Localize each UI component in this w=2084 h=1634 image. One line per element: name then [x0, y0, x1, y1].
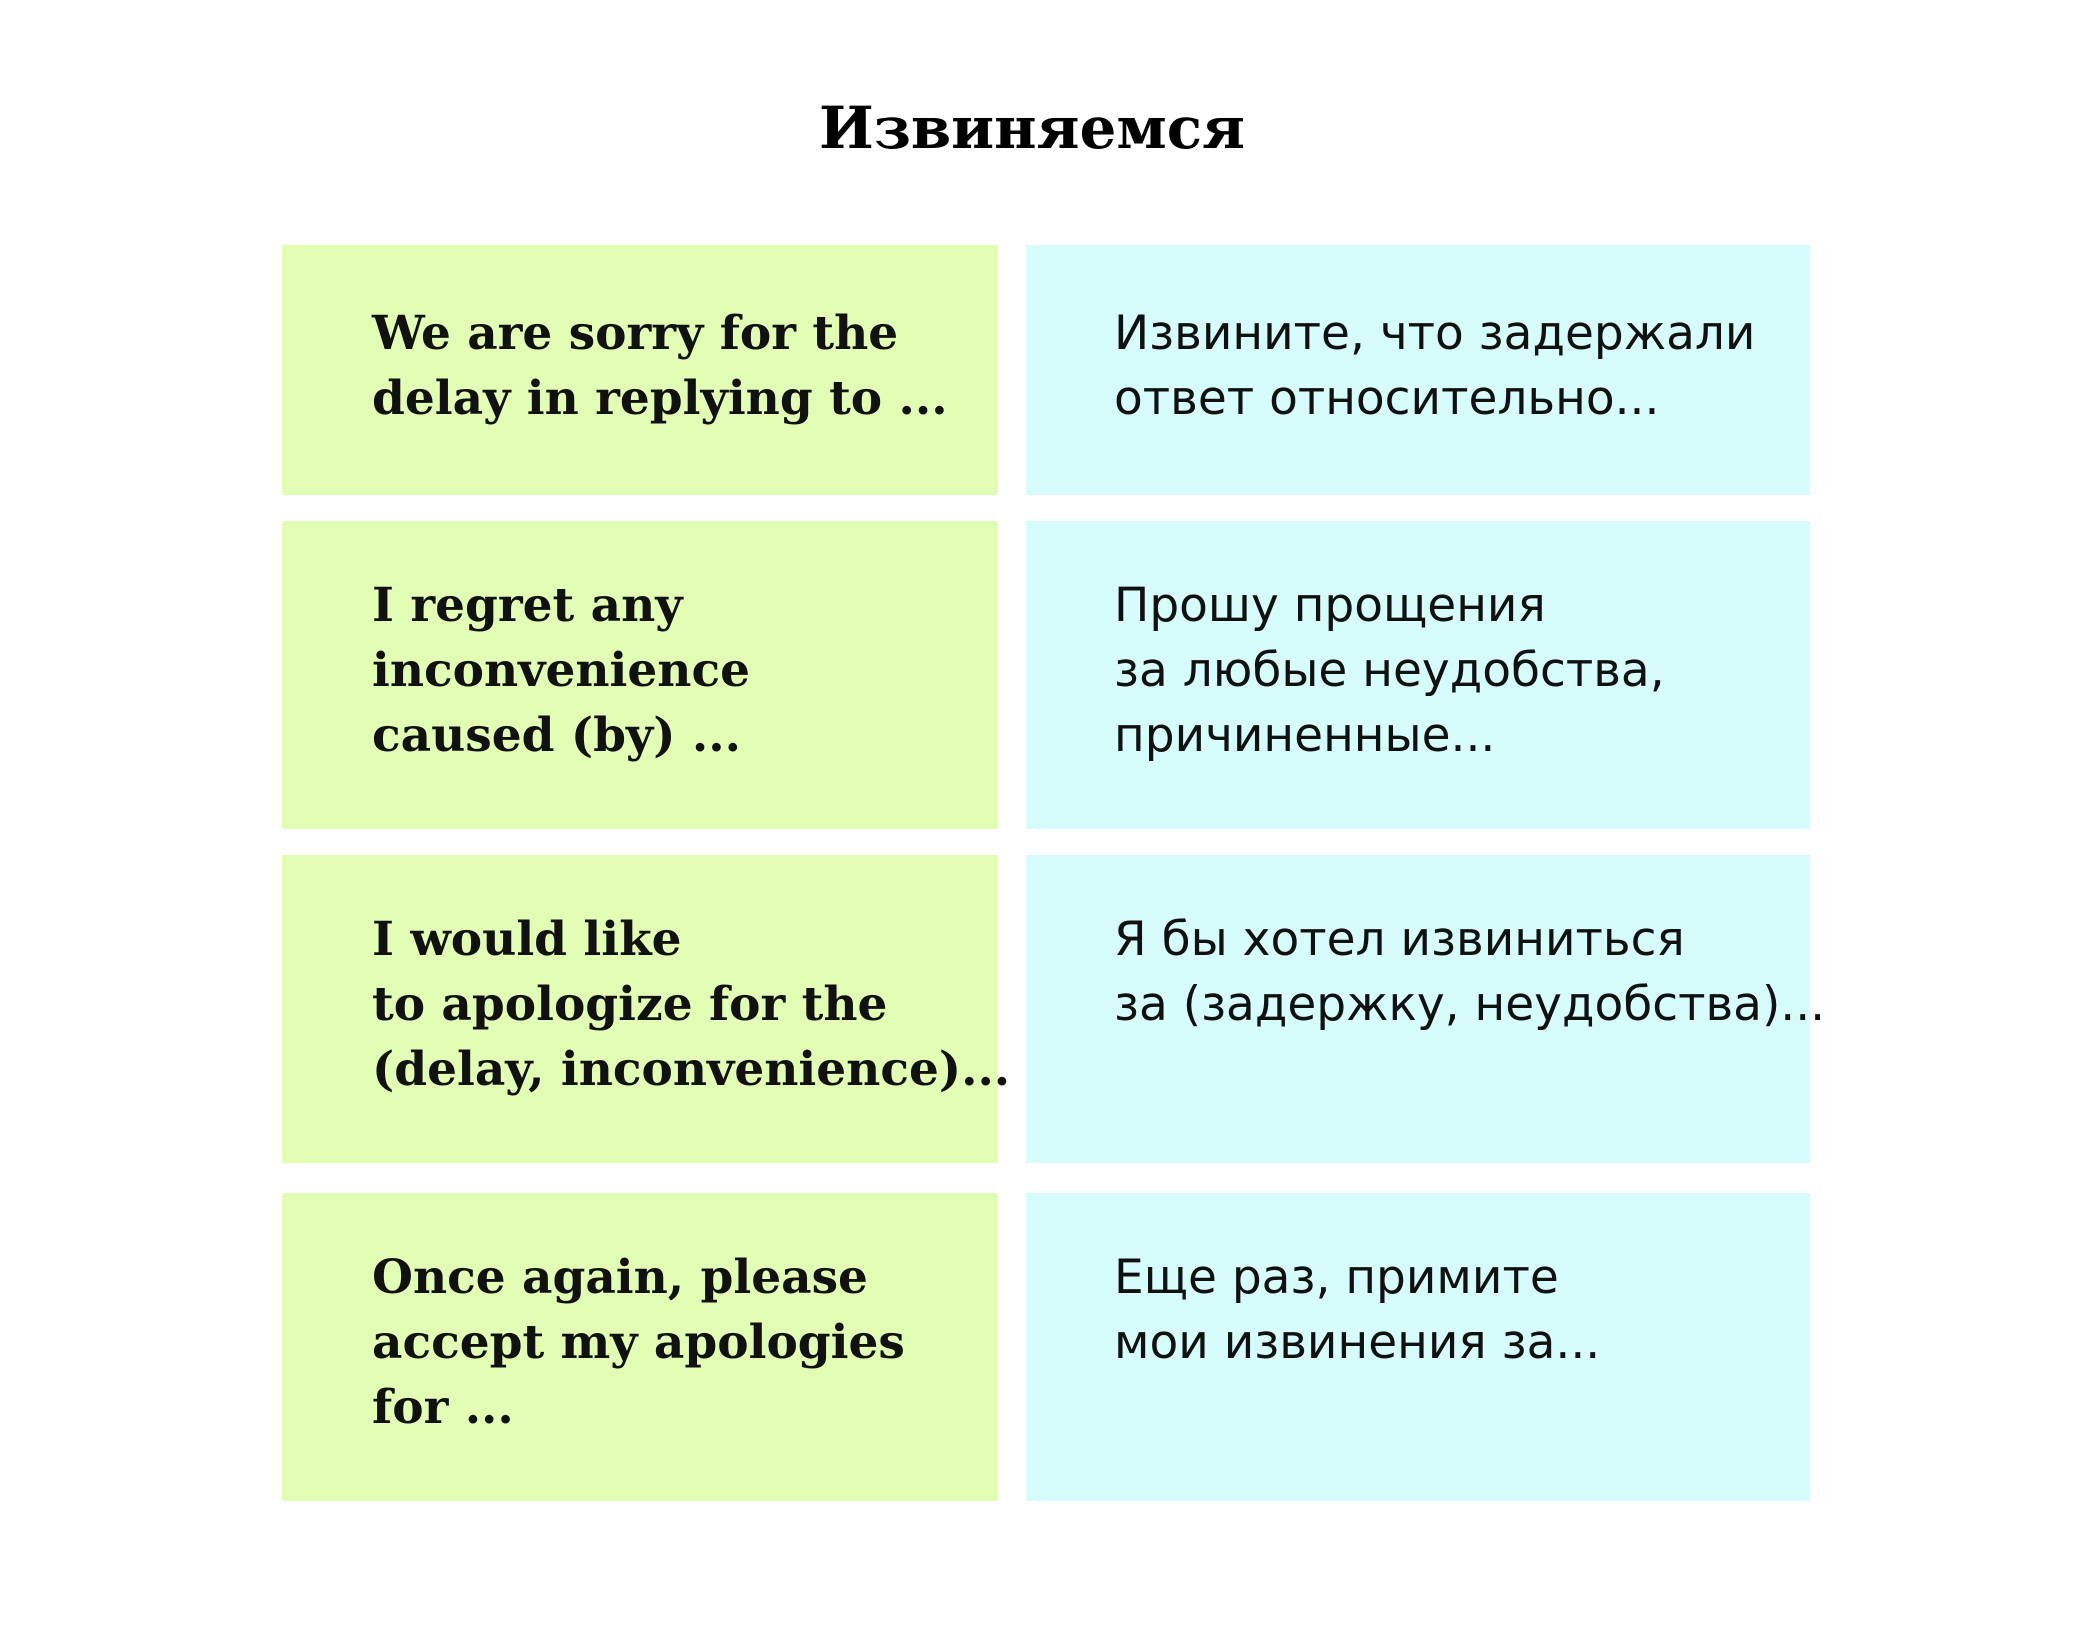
english-phrase-line: We are sorry for the [372, 306, 899, 361]
english-phrase-line: caused (by) ... [372, 708, 741, 763]
english-phrase-cell [282, 1193, 998, 1501]
english-phrase-line: Once again, please [372, 1250, 868, 1305]
russian-translation-line: причиненные... [1114, 708, 1496, 763]
english-phrase-line: inconvenience [372, 643, 750, 698]
russian-translation-line: за любые неудобства, [1114, 643, 1665, 698]
russian-translation-line: ответ относительно... [1114, 371, 1660, 426]
russian-translation-line: Извините, что задержали [1114, 306, 1756, 361]
english-phrase-line: I regret any [372, 578, 683, 633]
english-phrase-cell [282, 855, 1011, 1163]
english-phrase-cell [282, 521, 998, 829]
russian-translation-cell [1026, 1193, 1810, 1501]
english-phrase-line: delay in replying to ... [372, 371, 948, 426]
page-title: Извиняемся [819, 94, 1245, 162]
phrase-row [282, 521, 1810, 829]
russian-translation-line: Прошу прощения [1114, 578, 1546, 633]
phrase-row [282, 245, 1810, 495]
russian-translation-cell [1026, 855, 1826, 1163]
russian-translation-cell [1026, 245, 1810, 495]
phrase-row [282, 1193, 1810, 1501]
russian-translation-cell [1026, 521, 1810, 829]
russian-translation-line: мои извинения за... [1114, 1315, 1601, 1370]
russian-translation-line: Я бы хотел извиниться [1114, 912, 1685, 967]
english-phrase-line: to apologize for the [372, 977, 888, 1032]
english-phrase-line: I would like [372, 912, 682, 967]
russian-translation-line: Еще раз, примите [1114, 1250, 1559, 1305]
russian-translation-line: за (задержку, неудобства)... [1114, 977, 1826, 1032]
english-phrase-line: accept my apologies [372, 1315, 905, 1370]
phrase-row [282, 855, 1826, 1163]
english-phrase-line: for ... [372, 1380, 514, 1435]
english-phrase-line: (delay, inconvenience)... [372, 1042, 1011, 1097]
english-phrase-cell [282, 245, 998, 495]
